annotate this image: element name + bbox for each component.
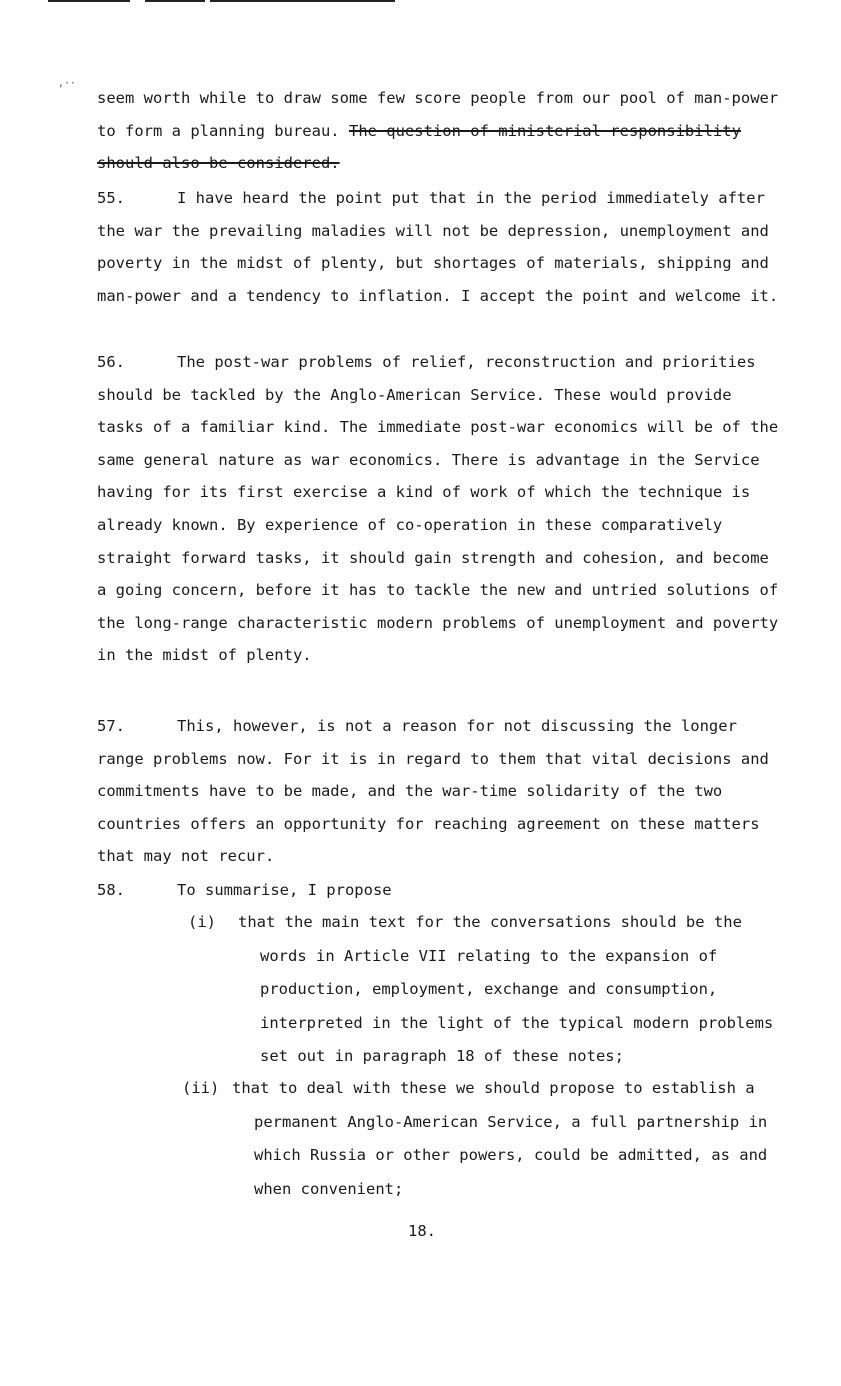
intro-paragraph (97, 82, 787, 180)
proposal-item-ii (182, 1072, 788, 1206)
paragraph-number: 58. (97, 881, 125, 899)
paragraph-text: The post-war problems of relief, reconstruction and priorities should be tackled by the Anglo-American Service. These would provide tasks of a familiar kind. The immediate post-war economics will be of the same general nature as war economics. There is advantage in the Service having for its first exercise a kind of work of which the technique is already known. By experience of co-operation in these comparatively straight forward tasks, it should gain strength and cohesion, and become a going concern, before it has to tackle the new and untried solutions of the long-range characteristic modern problems of unemployment and poverty in the midst of plenty. (97, 353, 779, 665)
item-text: that to deal with these we should propose to establish a permanent Anglo-American Service, a full partnership in which Russia or other powers, could be admitted, as and when convenient; (232, 1079, 768, 1198)
top-rule-right (210, 0, 395, 2)
struck-text: The question of ministerial responsibility should also be considered. (97, 121, 741, 173)
top-rule-middle (145, 0, 205, 2)
paragraph-58 (97, 874, 787, 907)
paragraph-text: This, however, is not a reason for not discussing the longer range problems now. For it is in regard to them that vital decisions and commitments have to be made, and the war-time solidarity of the two countries offers an opportunity for reaching agreement on these matters that may not recur. (97, 717, 769, 866)
paragraph-57 (97, 710, 787, 873)
page-number: 18. (408, 1222, 436, 1240)
paragraph-number: 55. (97, 189, 125, 207)
paragraph-number: 56. (97, 353, 125, 371)
proposal-item-i (188, 906, 788, 1074)
item-text: that the main text for the conversations should be the words in Article VII relating to the expansion of production, employment, exchange and consumption, interpreted in the light of the typical modern problems set out in paragraph 18 of these notes; (238, 913, 774, 1065)
paragraph-55 (97, 182, 787, 312)
margin-mark: ,·· (58, 78, 77, 89)
intro-text: seem worth while to draw some few score people from our pool of man-power to form a planning bureau. (97, 89, 779, 140)
top-rule-left (48, 0, 130, 2)
paragraph-56 (97, 346, 787, 672)
paragraph-number: 57. (97, 717, 125, 735)
item-marker: (ii) (182, 1079, 220, 1097)
paragraph-text: To summarise, I propose (177, 881, 392, 899)
paragraph-text: I have heard the point put that in the period immediately after the war the prevailing maladies will not be depression, unemployment and poverty in the midst of plenty, but shortages of materials, shipping and man-power and a tendency to inflation. I accept the point and welcome it. (97, 189, 779, 305)
item-marker: (i) (188, 913, 216, 931)
